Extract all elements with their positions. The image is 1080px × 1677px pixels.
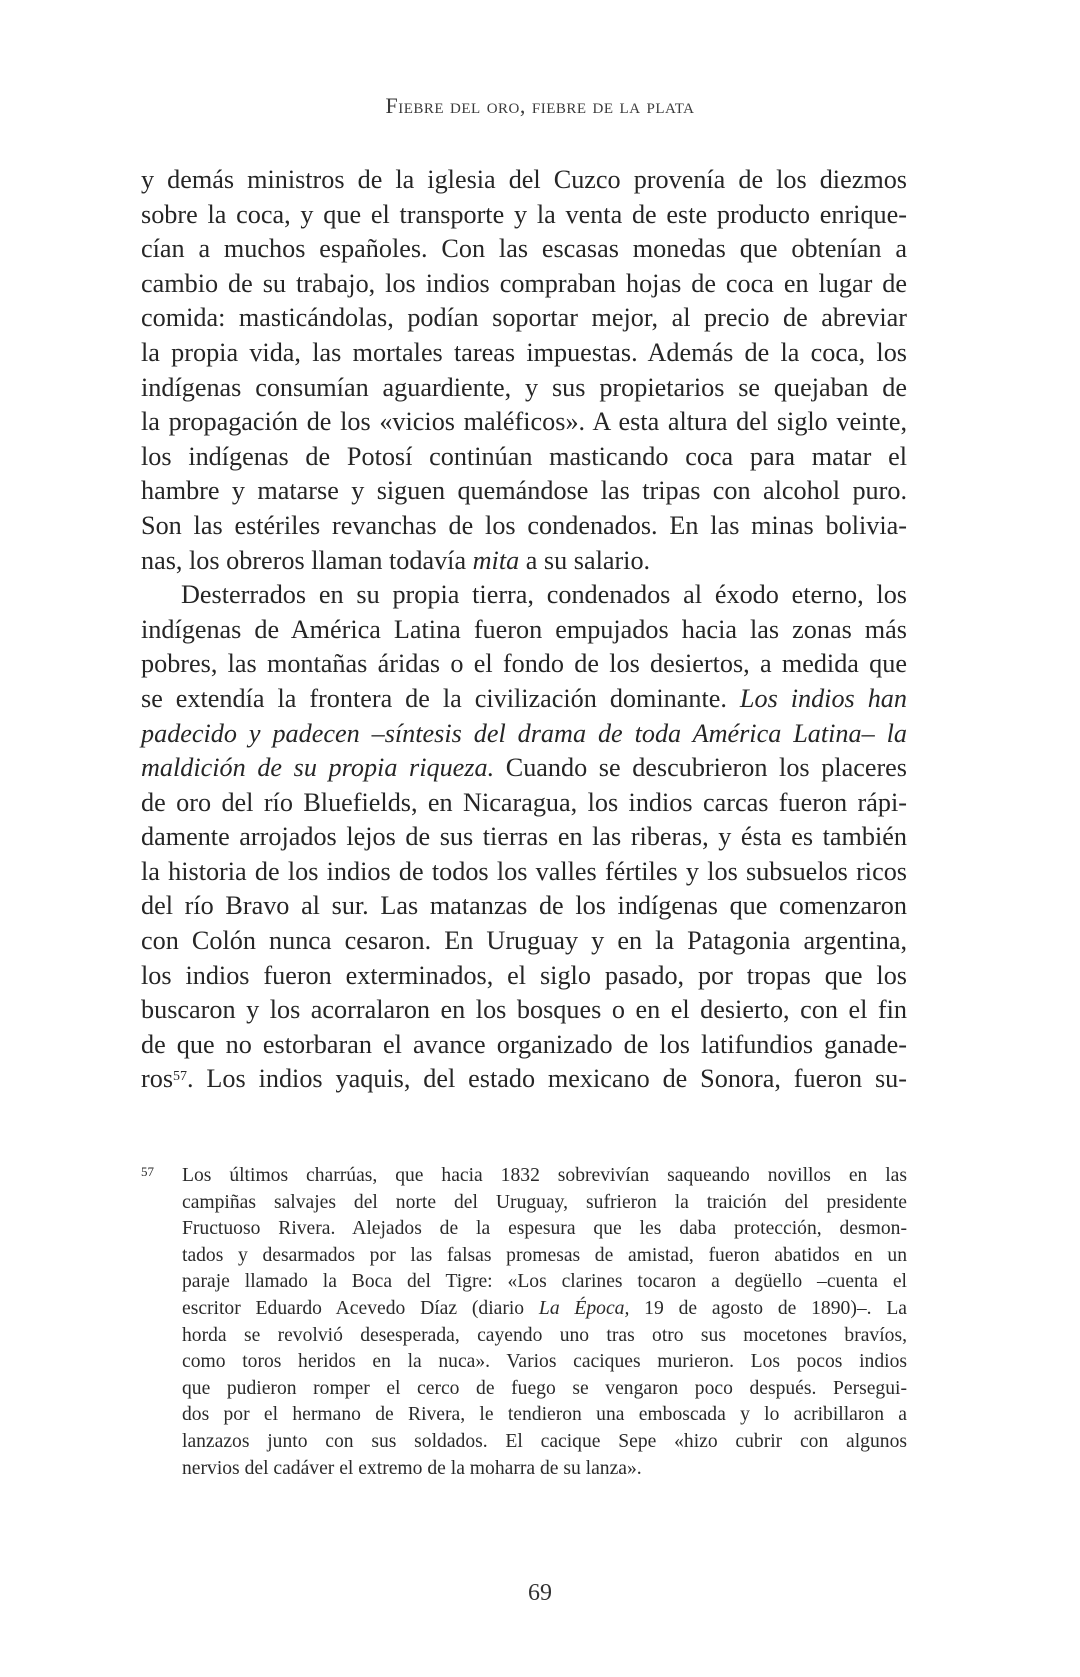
text-line: pobres, las montañas áridas o el fondo de los desiertos, a medida que (141, 649, 907, 679)
text-line: la historia de los indios de todos los valles fértiles y los subsuelos ricos (141, 856, 907, 886)
text-line: de que no estorbaran el avance organizado de los latifundios ganade- (141, 1029, 907, 1059)
text-line: ros$^{57}$. Los indios yaquis, del estado mexicano de Sonora, fueron su- (141, 1064, 907, 1094)
footnote-line: como toros heridos en la nuca». Varios caciques murieron. Los pocos indios (182, 1351, 907, 1373)
footnote-line: Fructuoso Rivera. Alejados de la espesura que les daba protección, desmon- (182, 1218, 907, 1240)
text-line: Son las estériles revanchas de los condenados. En las minas bolivia- (141, 510, 907, 540)
text-line: del río Bravo al sur. Las matanzas de los indígenas que comenzaron (141, 891, 907, 921)
text-line: y demás ministros de la iglesia del Cuzco provenía de los diezmos (141, 165, 907, 194)
text-line: los indios fueron exterminados, el siglo pasado, por tropas que los (141, 960, 907, 990)
text-line: sobre la coca, y que el transporte y la venta de este producto enrique- (141, 199, 907, 229)
footnote-line: dos por el hermano de Rivera, le tendieron una emboscada y lo acribillaron a (182, 1404, 907, 1426)
text-line: maldición de su propia riqueza. Cuando se descubrieron los placeres (141, 753, 907, 783)
text-line: damente arrojados lejos de sus tierras en las riberas, y ésta es también (141, 822, 907, 852)
text-line: cían a muchos españoles. Con las escasas monedas que obtenían a (141, 234, 907, 264)
footnote-line: escritor Eduardo Acevedo Díaz (diario La Época, 19 de agosto de 1890)–. La (182, 1297, 908, 1319)
footnote-line: nervios del cadáver el extremo de la moharra de su lanza». (182, 1457, 642, 1479)
text-line: de oro del río Bluefields, en Nicaragua, los indios carcas fueron rápi- (141, 787, 907, 817)
text-line: hambre y matarse y siguen quemándose las tripas con alcohol puro. (141, 476, 907, 506)
italic-term: mita (472, 545, 520, 575)
italic-title: La Época, (538, 1297, 630, 1319)
text-line: la propia vida, las mortales tareas impuestas. Además de la coca, los (141, 337, 907, 367)
italic-quote: Los indios han (739, 683, 907, 713)
running-head: Fiebre del oro, fiebre de la plata (385, 93, 695, 118)
italic-quote: padecido y padecen –síntesis del drama de toda América Latina– la (141, 718, 907, 748)
footnote-body (182, 1163, 907, 1482)
text-line (141, 717, 907, 752)
footnote-line: que pudieron romper el cerco de fuego se vengaron poco después. Persegui- (182, 1377, 907, 1399)
main-text (141, 163, 907, 1097)
footnote-reference[interactable]: 57 (173, 1069, 188, 1085)
text-line: indígenas de América Latina fueron empujados hacia las zonas más (141, 614, 907, 644)
page-number: 69 (528, 1580, 552, 1606)
text-line: buscaron y los acorralaron en los bosques o en el desierto, con el fin (141, 995, 907, 1025)
footnote-number: 57 (141, 1164, 154, 1179)
footnote-line: tados y desarmados por las falsas promesas de amistad, fueron abatidos en un (182, 1244, 907, 1266)
footnote-line: paraje llamado la Boca del Tigre: «Los clarines tocaron a degüello –cuenta el (182, 1271, 907, 1293)
footnote-line: campiñas salvajes del norte del Uruguay, sufrieron la traición del presidente (182, 1191, 907, 1213)
footnote-line: horda se revolvió desesperada, cayendo uno tras otro sus mocetones bravíos, (182, 1324, 907, 1346)
footnote-line: lanzazos junto con sus soldados. El cacique Sepe «hizo cubrir con algunos (182, 1430, 907, 1452)
italic-quote: maldición de su propia riqueza. (141, 753, 495, 783)
text-line: indígenas consumían aguardiente, y sus propietarios se quejaban de (141, 372, 907, 402)
text-line: la propagación de los «vicios maléficos». A esta altura del siglo veinte, (141, 407, 907, 437)
text-line: los indígenas de Potosí continúan masticando coca para matar el (141, 441, 907, 471)
text-line: cambio de su trabajo, los indios compraban hojas de coca en lugar de (141, 268, 907, 298)
text-line: se extendía la frontera de la civilización dominante. Los indios han (141, 683, 907, 713)
text-line: comida: masticándolas, podían soportar mejor, al precio de abreviar (141, 303, 907, 333)
footnote-line: Los últimos charrúas, que hacia 1832 sobrevivían saqueando novillos en las (182, 1165, 907, 1186)
text-line: nas, los obreros llaman todavía mita a su salario. (141, 545, 651, 575)
paragraph-start-line: Desterrados en su propia tierra, condenados al éxodo eterno, los (181, 580, 907, 610)
text-line: con Colón nunca cesaron. En Uruguay y en la Patagonia argentina, (141, 926, 907, 956)
